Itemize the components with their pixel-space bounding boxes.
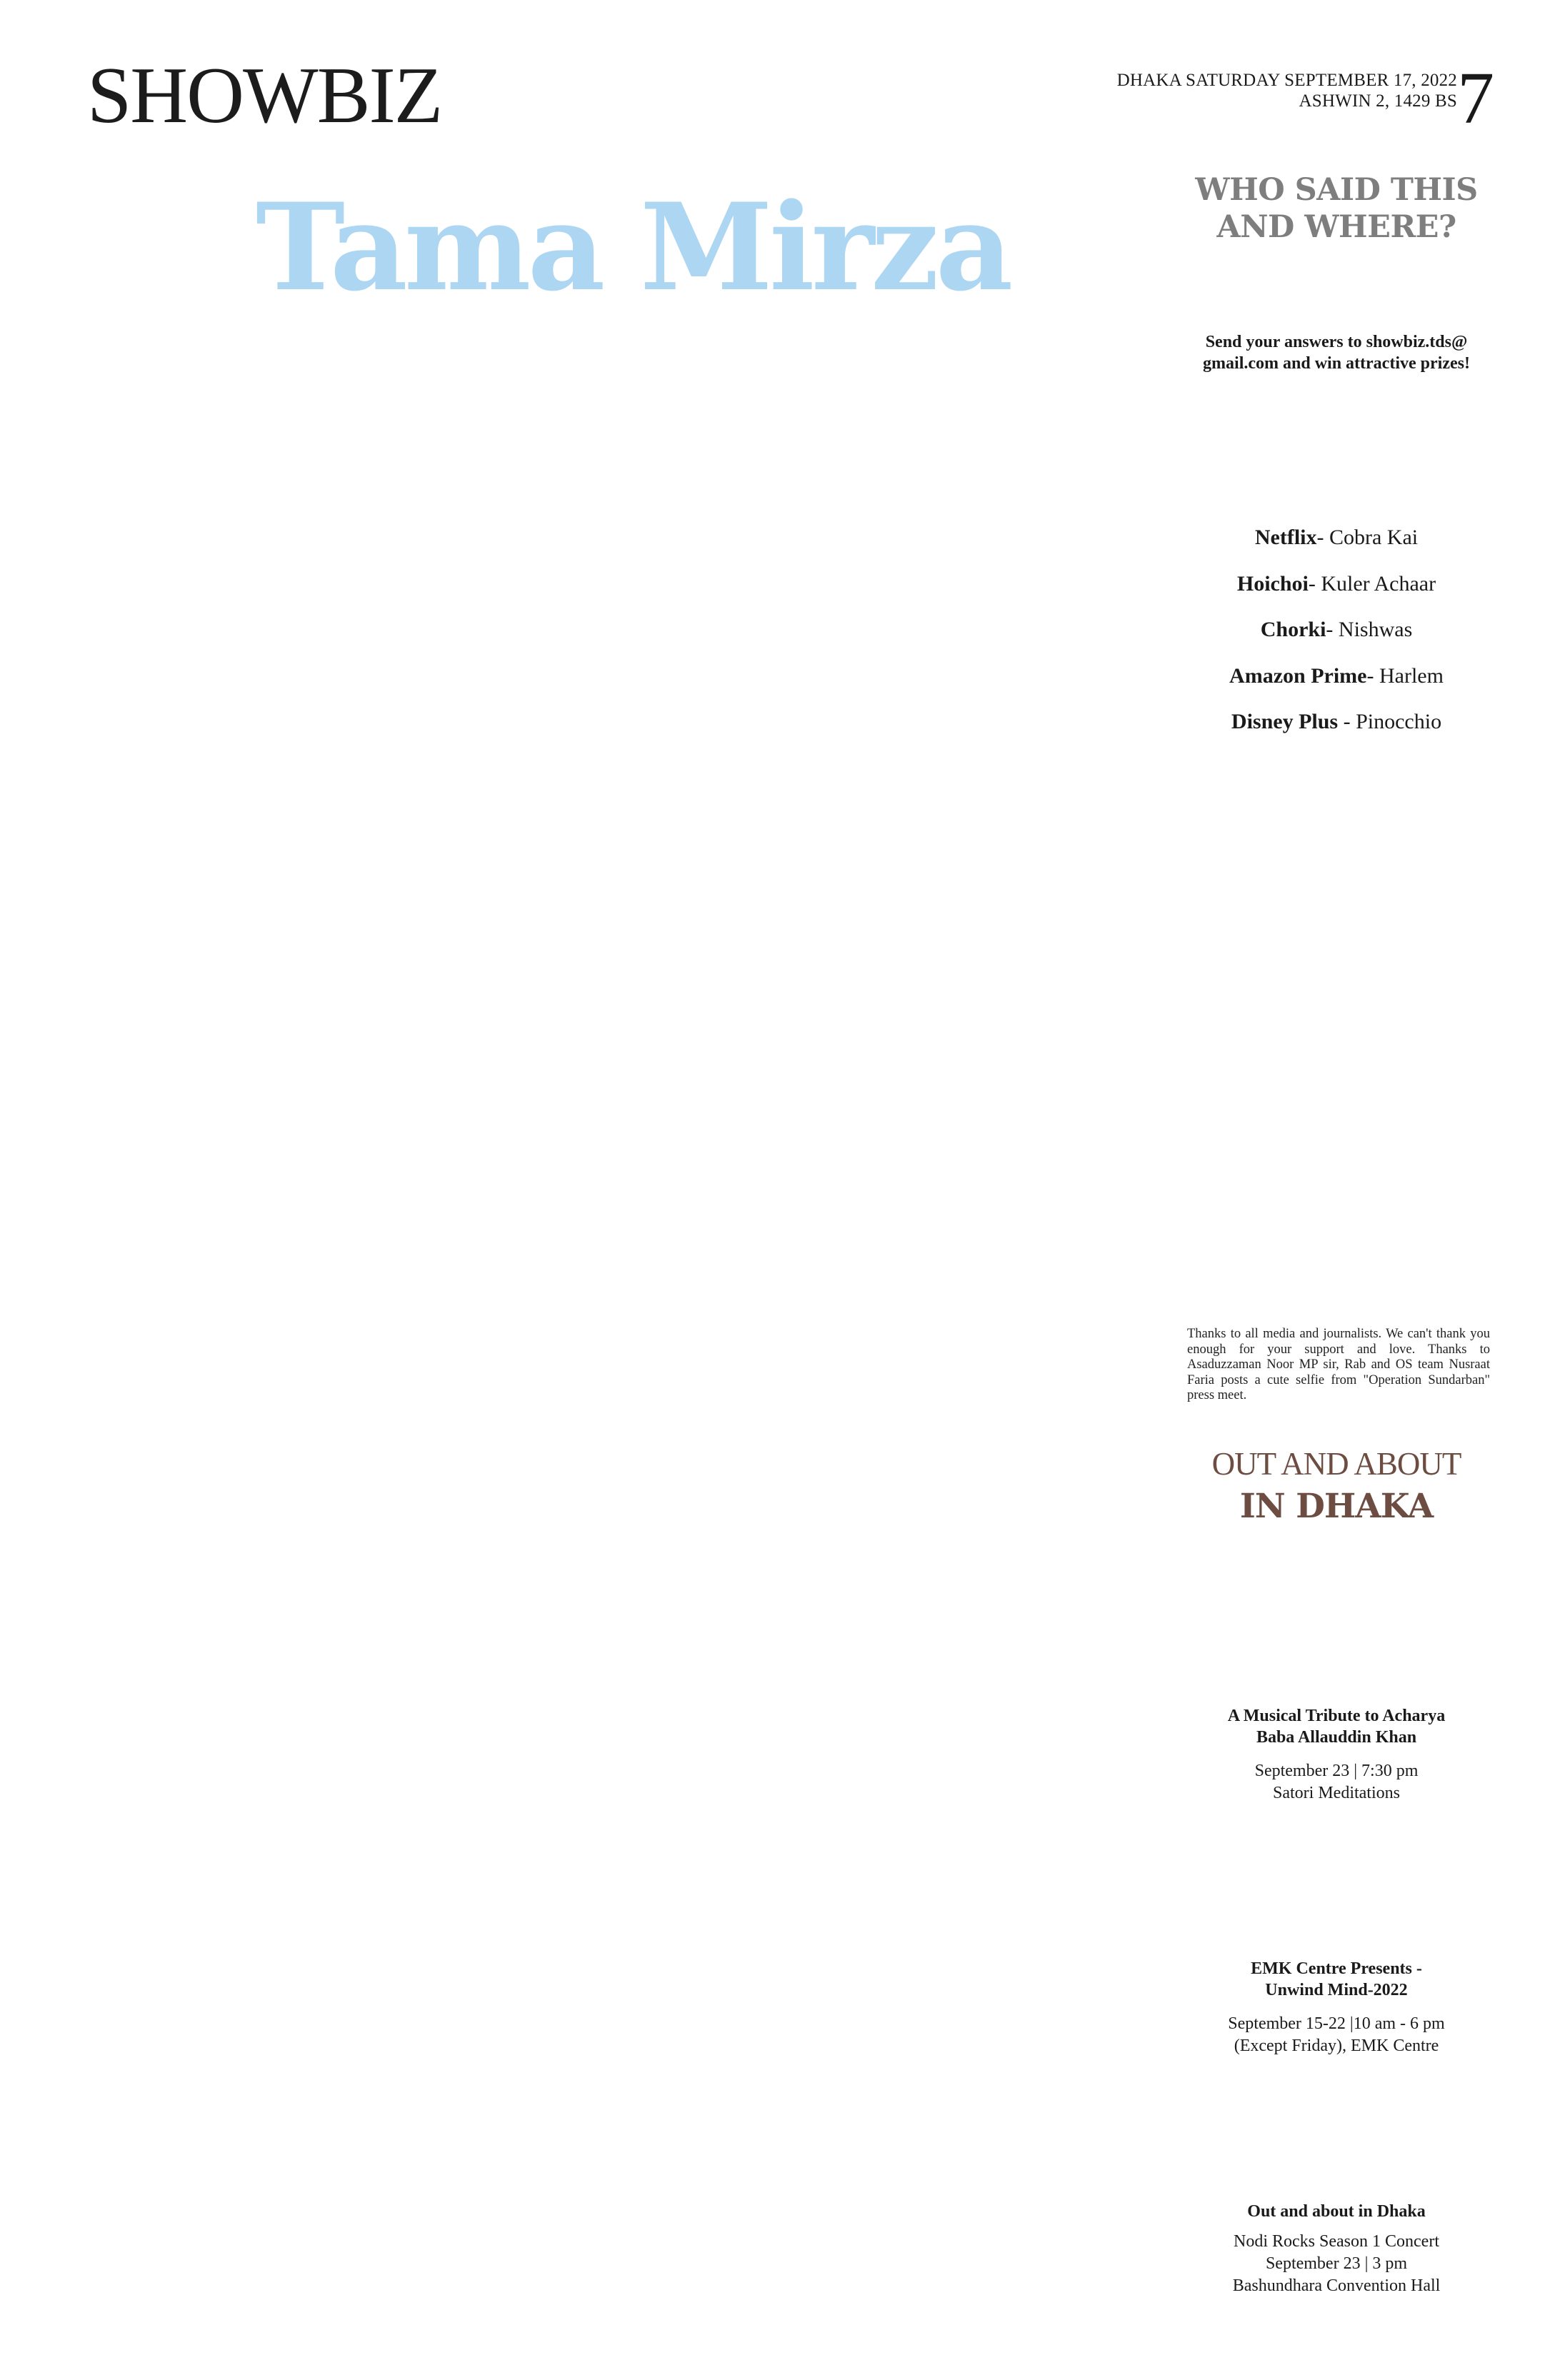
event-detail-line-1: September 15-22 |10 am - 6 pm bbox=[1228, 2014, 1445, 2033]
streaming-platform: Hoichoi bbox=[1236, 571, 1309, 596]
event-title-line-1: Out and about in Dhaka bbox=[1247, 2202, 1426, 2221]
event-detail-line-2: Satori Meditations bbox=[1273, 1784, 1400, 1802]
streaming-item bbox=[1183, 570, 1490, 616]
event-details bbox=[1183, 2013, 1490, 2057]
event-listing bbox=[1183, 1705, 1490, 1804]
streaming-item bbox=[1183, 523, 1490, 570]
streaming-title: - Harlem bbox=[1366, 663, 1444, 688]
streaming-platform: Disney Plus bbox=[1231, 710, 1339, 733]
photo-caption: Thanks to all media and journalists. We can't thank you enough for your support and love. Thanks to Asaduzzaman Noor MP sir, Rab and OS team Nusraat Faria posts a cute selfie from "Operation Sundarban" press meet. bbox=[1187, 1327, 1490, 1402]
event-detail-line-2: September 23 | 3 pm bbox=[1265, 2254, 1408, 2273]
event-title bbox=[1183, 1705, 1490, 1748]
streaming-title: - Cobra Kai bbox=[1316, 526, 1419, 549]
event-detail-line-2: (Except Friday), EMK Centre bbox=[1234, 2037, 1439, 2055]
event-detail-line-1: September 23 | 7:30 pm bbox=[1254, 1762, 1419, 1780]
quiz-title-line-2: AND WHERE? bbox=[1216, 209, 1456, 245]
event-listing bbox=[1183, 1958, 1490, 2057]
streaming-platform: Netflix bbox=[1254, 526, 1317, 549]
event-detail-line-3: Bashundhara Convention Hall bbox=[1232, 2276, 1441, 2295]
streaming-platform: Amazon Prime bbox=[1229, 663, 1367, 688]
event-details bbox=[1183, 1760, 1490, 1804]
dateline-bangla: ASHWIN 2, 1429 BS bbox=[1299, 91, 1457, 111]
dateline-gregorian: DHAKA SATURDAY SEPTEMBER 17, 2022 bbox=[1116, 71, 1457, 90]
event-title bbox=[1183, 1958, 1490, 2001]
quiz-title-line-1: WHO SAID THIS bbox=[1195, 172, 1478, 208]
dateline bbox=[1117, 70, 1457, 111]
quiz-instructions-line-1: Send your answers to showbiz.tds@ bbox=[1205, 333, 1468, 351]
quiz-instructions-line-2: gmail.com and win attractive prizes! bbox=[1203, 354, 1470, 373]
event-details bbox=[1183, 2231, 1490, 2297]
quiz-title bbox=[1183, 171, 1490, 246]
event-detail-line-1: Nodi Rocks Season 1 Concert bbox=[1234, 2232, 1439, 2251]
headline: Tama Mirza bbox=[256, 176, 1010, 318]
event-title-line-2: Baba Allauddin Khan bbox=[1256, 1728, 1417, 1747]
streaming-item bbox=[1183, 616, 1490, 662]
page-number: 7 bbox=[1457, 57, 1494, 139]
streaming-list bbox=[1183, 523, 1490, 754]
event-title bbox=[1183, 2201, 1490, 2222]
streaming-title: - Nishwas bbox=[1326, 618, 1413, 641]
in-dhaka-heading: IN DHAKA bbox=[1239, 1487, 1434, 1526]
section-title: SHOWBIZ bbox=[87, 51, 442, 140]
event-title-line-1: A Musical Tribute to Acharya bbox=[1227, 1707, 1446, 1725]
streaming-title: - Pinocchio bbox=[1338, 710, 1442, 733]
streaming-item bbox=[1183, 662, 1490, 708]
out-and-about-heading: OUT AND ABOUT bbox=[1211, 1446, 1461, 1482]
streaming-title: - Kuler Achaar bbox=[1308, 571, 1436, 596]
streaming-item bbox=[1183, 708, 1490, 754]
event-title-line-2: Unwind Mind-2022 bbox=[1265, 1981, 1408, 1999]
quiz-instructions bbox=[1183, 331, 1490, 374]
event-listing bbox=[1183, 2201, 1490, 2297]
event-title-line-1: EMK Centre Presents - bbox=[1251, 1959, 1422, 1978]
streaming-platform: Chorki bbox=[1260, 618, 1326, 641]
